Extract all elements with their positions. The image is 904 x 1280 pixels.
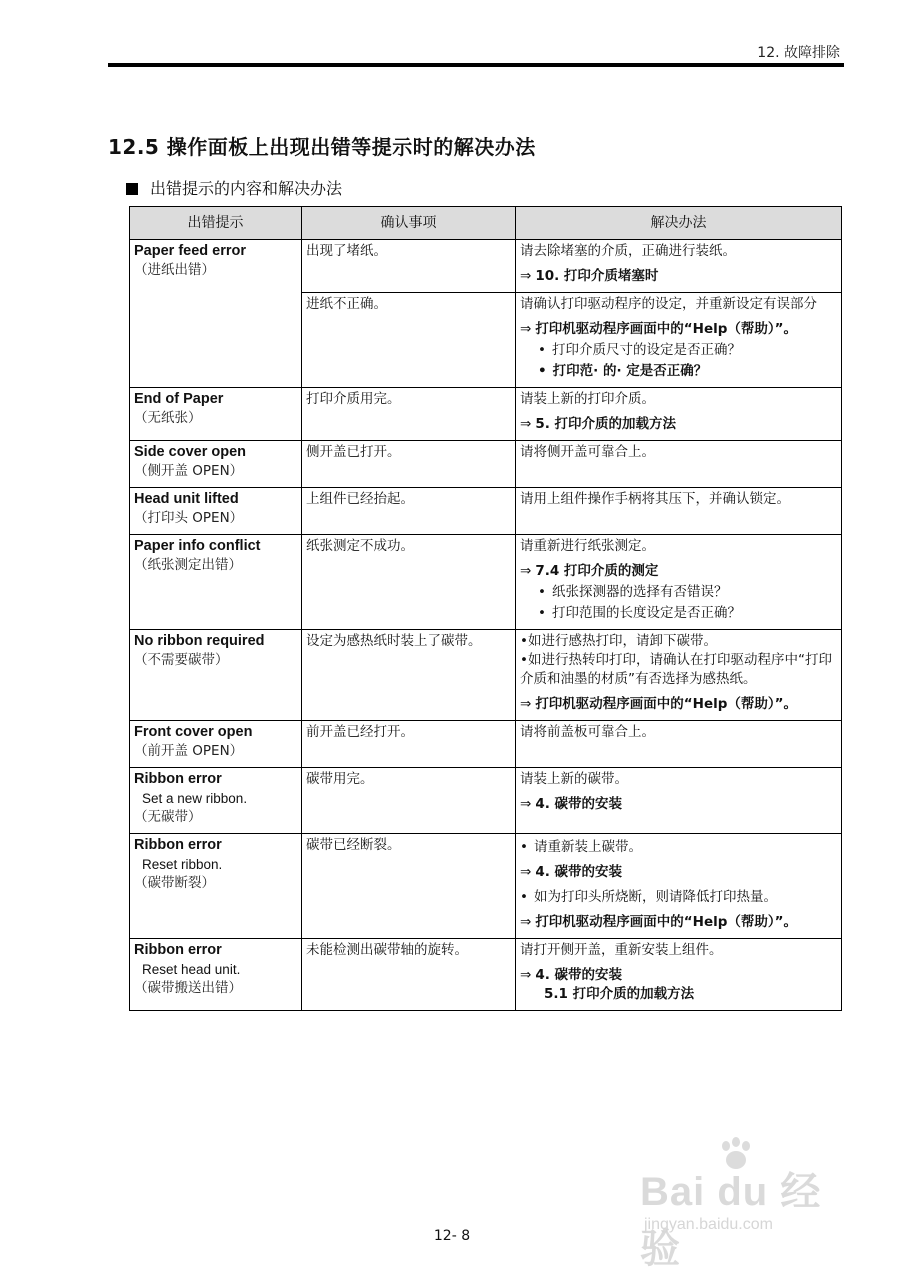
bullet-icon: • (538, 605, 546, 621)
table-row (130, 240, 842, 293)
solution-reference (520, 562, 837, 581)
error-subtext: Reset head unit. (142, 962, 241, 977)
check-text: 设定为感热纸时装上了碳带。 (306, 633, 482, 649)
error-name: Paper feed error (134, 243, 247, 259)
solution-text: 请确认打印驱动程序的设定，并重新设定有误部分 (520, 296, 817, 312)
solution-reference (520, 695, 837, 714)
solution-cell (516, 488, 842, 535)
check-cell (302, 834, 516, 939)
check-cell (302, 293, 516, 388)
bullet-icon: • (538, 584, 546, 600)
error-name-cn: （前开盖 OPEN） (134, 743, 244, 759)
check-text: 纸张测定不成功。 (306, 538, 414, 554)
check-cell (302, 630, 516, 721)
solution-text: 请去除堵塞的介质，正确进行装纸。 (520, 243, 736, 259)
error-name: Head unit lifted (134, 491, 239, 507)
error-name-cn: （进纸出错） (134, 262, 215, 278)
check-cell (302, 939, 516, 1011)
check-cell (302, 535, 516, 630)
solution-text: 请将侧开盖可靠合上。 (520, 444, 655, 460)
bullet-text: 打印范· 的· 定是否正确？ (552, 363, 708, 379)
error-name: Ribbon error (134, 942, 222, 958)
reference-text: 打印机驱动程序画面中的“Help（帮助）”。 (535, 914, 798, 930)
error-name: Side cover open (134, 444, 247, 460)
section-title: 12.5 操作面板上出现出错等提示时的解决办法 (108, 135, 536, 159)
check-text: 碳带已经断裂。 (306, 837, 401, 853)
list-item (520, 838, 837, 857)
error-name: Front cover open (134, 724, 253, 740)
bullet-icon: • (520, 839, 528, 855)
check-text: 前开盖已经打开。 (306, 724, 414, 740)
check-text: 未能检测出碳带轴的旋转。 (306, 942, 468, 958)
bullet-text: 请重新装上碳带。 (533, 839, 642, 855)
error-cell (130, 535, 302, 630)
check-cell (302, 388, 516, 441)
solution-text: 请将前盖板可靠合上。 (520, 724, 655, 740)
check-text: 碳带用完。 (306, 771, 374, 787)
bullet-icon: • (538, 342, 546, 358)
table-row (130, 721, 842, 768)
solution-cell (516, 535, 842, 630)
error-cell (130, 630, 302, 721)
list-item (520, 341, 837, 360)
error-name-cn: （侧开盖 OPEN） (134, 463, 244, 479)
header-error: 出错提示 (130, 207, 302, 240)
list-item (520, 583, 837, 602)
error-subtext: Set a new ribbon. (142, 791, 248, 806)
error-cell (130, 388, 302, 441)
error-name: End of Paper (134, 391, 224, 407)
watermark-url: jingyan.baidu.com (644, 1216, 773, 1233)
solution-cell (516, 388, 842, 441)
header-solution: 解决办法 (516, 207, 842, 240)
error-name-cn: （无碳带） (134, 809, 202, 825)
error-cell (130, 441, 302, 488)
table-row (130, 535, 842, 630)
error-cell (130, 240, 302, 388)
page-number: 12- 8 (433, 1228, 471, 1244)
subsection-title (126, 176, 342, 199)
arrow-right-icon: ⇒ (520, 796, 532, 812)
reference-text: 4. 碳带的安装 (535, 967, 623, 983)
error-cell (130, 721, 302, 768)
table-header-row (130, 207, 842, 240)
solution-reference (520, 795, 837, 814)
check-cell (302, 488, 516, 535)
error-name-cn: （碳带断裂） (134, 875, 215, 891)
check-cell (302, 240, 516, 293)
solution-cell (516, 240, 842, 293)
check-text: 进纸不正确。 (306, 296, 387, 312)
reference-text: 打印机驱动程序画面中的“Help（帮助）”。 (535, 321, 798, 337)
solution-cell (516, 721, 842, 768)
bullet-text: 打印介质尺寸的设定是否正确？ (551, 342, 741, 358)
error-name-cn: （碳带搬送出错） (134, 980, 242, 996)
error-name-cn: （纸张测定出错） (134, 557, 242, 573)
solution-reference-secondary: 5.1 打印介质的加载方法 (544, 986, 695, 1002)
table-row (130, 441, 842, 488)
error-name: No ribbon required (134, 633, 265, 649)
chapter-header: 12. 故障排除 (757, 45, 840, 61)
reference-text: 4. 碳带的安装 (535, 796, 623, 812)
subsection-title-text: 出错提示的内容和解决办法 (150, 179, 343, 198)
solution-cell (516, 834, 842, 939)
solution-text: 请打开侧开盖，重新安装上组件。 (520, 942, 723, 958)
solution-reference (520, 966, 837, 985)
check-cell (302, 721, 516, 768)
solution-reference (520, 415, 837, 434)
square-bullet-icon (126, 183, 138, 195)
header-check: 确认事项 (302, 207, 516, 240)
arrow-right-icon: ⇒ (520, 321, 532, 337)
error-name-cn: （不需要碳带） (134, 652, 229, 668)
arrow-right-icon: ⇒ (520, 914, 532, 930)
bullet-text: 如为打印头所烧断，则请降低打印热量。 (533, 889, 777, 905)
list-item (520, 604, 837, 623)
solution-cell (516, 293, 842, 388)
table-row (130, 768, 842, 834)
arrow-right-icon: ⇒ (520, 864, 532, 880)
list-item (520, 362, 837, 381)
check-cell (302, 441, 516, 488)
solution-reference (520, 320, 837, 339)
error-cell (130, 768, 302, 834)
error-cell (130, 939, 302, 1011)
solution-cell (516, 939, 842, 1011)
solution-reference (520, 913, 837, 932)
check-text: 打印介质用完。 (306, 391, 401, 407)
table-row (130, 939, 842, 1011)
solution-cell (516, 768, 842, 834)
check-text: 出现了堵纸。 (306, 243, 387, 259)
solution-cell (516, 630, 842, 721)
bullet-text: 打印范围的长度设定是否正确？ (551, 605, 741, 621)
error-name: Ribbon error (134, 771, 222, 787)
error-cell (130, 834, 302, 939)
solution-text: 请重新进行纸张测定。 (520, 538, 655, 554)
error-table (129, 206, 842, 1011)
header-rule (108, 63, 844, 67)
solution-cell (516, 441, 842, 488)
reference-text: 4. 碳带的安装 (535, 864, 623, 880)
solution-text: 请装上新的碳带。 (520, 771, 628, 787)
solution-text: 请装上新的打印介质。 (520, 391, 655, 407)
reference-text: 10. 打印介质堵塞时 (535, 268, 659, 284)
error-subtext: Reset ribbon. (142, 857, 223, 872)
reference-text: 打印机驱动程序画面中的“Help（帮助）”。 (535, 696, 798, 712)
solution-text: •如进行感热打印，请卸下碳带。 (520, 633, 717, 649)
reference-text: 7.4 打印介质的测定 (535, 563, 659, 579)
check-text: 上组件已经抬起。 (306, 491, 414, 507)
bullet-icon: • (538, 363, 547, 379)
error-name: Ribbon error (134, 837, 222, 853)
table-row (130, 834, 842, 939)
list-item (520, 888, 837, 907)
arrow-right-icon: ⇒ (520, 967, 532, 983)
bullet-icon: • (520, 889, 528, 905)
reference-text: 5. 打印介质的加载方法 (535, 416, 677, 432)
check-cell (302, 768, 516, 834)
arrow-right-icon: ⇒ (520, 696, 532, 712)
solution-text: •如进行热转印打印，请确认在打印驱动程序中“打印介质和油墨的材质”有否选择为感热纸。 (520, 652, 832, 687)
watermark-logo: Bai du 经验 (640, 1170, 822, 1271)
bullet-text: 纸张探测器的选择有否错误？ (551, 584, 728, 600)
table-row (130, 388, 842, 441)
solution-text: 请用上组件操作手柄将其压下，并确认锁定。 (520, 491, 790, 507)
arrow-right-icon: ⇒ (520, 563, 532, 579)
table-row (130, 488, 842, 535)
error-cell (130, 488, 302, 535)
solution-reference (520, 267, 837, 286)
error-name: Paper info conflict (134, 538, 261, 554)
error-name-cn: （打印头 OPEN） (134, 510, 244, 526)
arrow-right-icon: ⇒ (520, 268, 532, 284)
table-row (130, 630, 842, 721)
check-text: 侧开盖已打开。 (306, 444, 401, 460)
error-name-cn: （无纸张） (134, 410, 202, 426)
solution-reference (520, 863, 837, 882)
arrow-right-icon: ⇒ (520, 416, 532, 432)
